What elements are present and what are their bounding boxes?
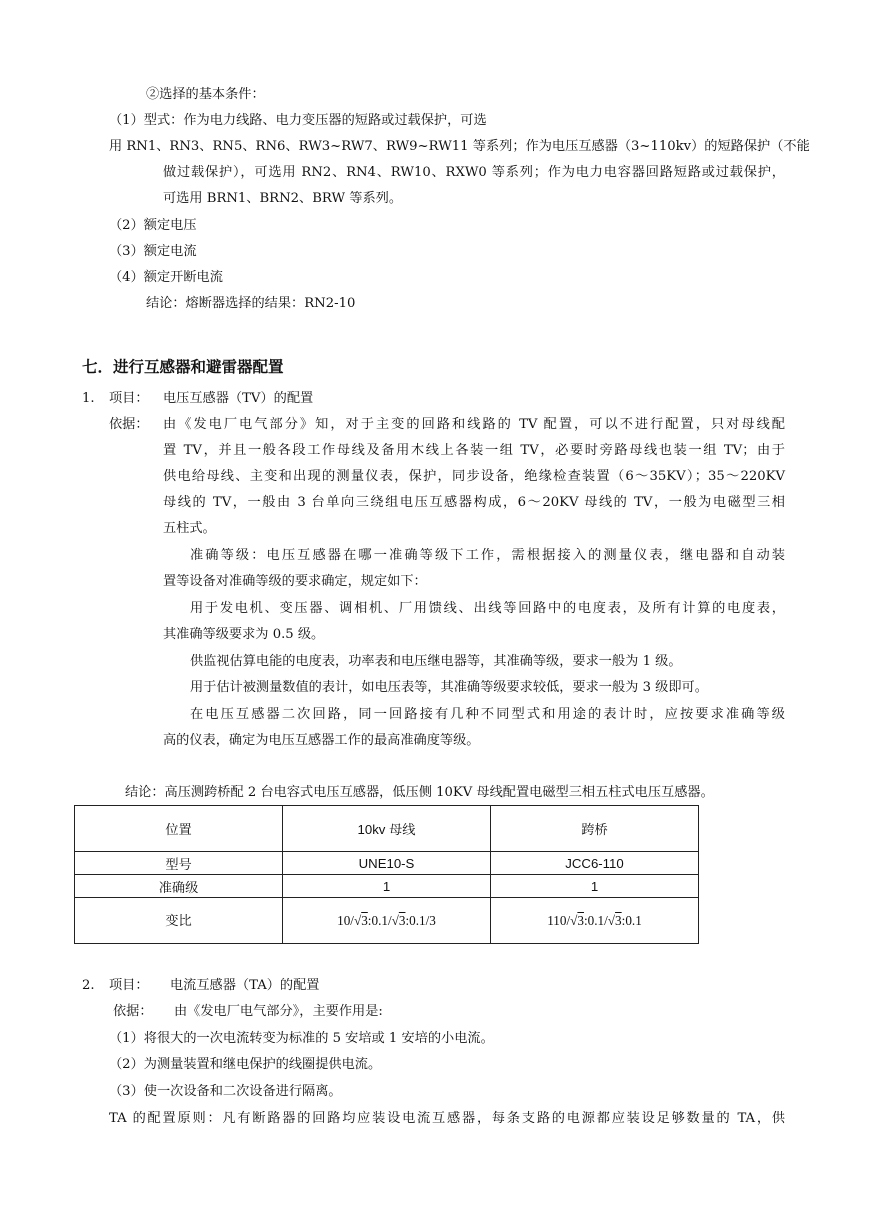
accuracy-bridge: 1 [491, 875, 699, 898]
rated-current: （3）额定电流 [109, 244, 197, 259]
basis2-text: 由《发电厂电气部分》，主要作用是: [174, 1004, 383, 1019]
secondary-para-line-1: 在电压互感器二次回路，同一回路接有几种不同型式和用途的表计时，应按要求准确等级 [190, 707, 785, 722]
row-label-ratio: 变比 [75, 898, 283, 944]
header-position: 位置 [75, 806, 283, 852]
basis-para-line-3: 供电给母线、主变和出现的测量仪表，保护，同步设备，绝缘检查装置（6～35KV）；35～220KV [163, 469, 785, 484]
type-line-2: 用 RN1、RN3、RN5、RN6、RW3~RW7、RW9~RW11 等系列；作为电压互感器（3~110kv）的短路保护（不能 [109, 139, 810, 154]
type-line-1: （1）型式：作为电力线路、电力变压器的短路或过载保护，可选 [109, 113, 487, 128]
ratio-bus-a: 10 [337, 912, 351, 928]
accuracy-para-line-2: 置等设备对准确等级的要求确定，规定如下： [163, 574, 427, 589]
basis2-label: 依据： [113, 1004, 153, 1019]
meter-para-line-2: 其准确等级要求为 0.5 级。 [163, 627, 325, 642]
ratio-10kv-bus: 10/√3:0.1/√3:0.1/3 [283, 898, 491, 944]
table-row [75, 852, 699, 875]
tv-conclusion: 结论：高压测跨桥配 2 台电容式电压互感器，低压侧 10KV 母线配置电磁型三相五柱式电压互感器。 [125, 785, 714, 800]
function-3: （3）使一次设备和二次设备进行隔离。 [109, 1084, 342, 1099]
function-1: （1）将很大的一次电流转变为标准的 5 安培或 1 安培的小电流。 [109, 1031, 494, 1046]
basis-label: 依据： [109, 417, 149, 432]
ratio-bridge: 110/√3:0.1/√3:0.1 [491, 898, 699, 944]
ratio-bridge-a: 110 [547, 912, 567, 928]
table-header-row [75, 806, 699, 852]
item1-number: 1. [82, 391, 95, 406]
table-row [75, 898, 699, 944]
ta-principle: TA 的配置原则：凡有断路器的回路均应装设电流互感器，每条支路的电源都应装设足够数量的 TA，供 [109, 1111, 785, 1126]
section-heading: 七．进行互感器和避雷器配置 [82, 358, 284, 376]
ratio-bus-e: 0.1/3 [409, 912, 436, 928]
model-bridge: JCC6-110 [491, 852, 699, 875]
ratio-bridge-c: 0.1 [587, 912, 605, 928]
monitor-para: 供监视估算电能的电度表，功率表和电压继电器等，其准确等级，要求一般为 1 级。 [190, 654, 682, 669]
function-2: （2）为测量装置和继电保护的线圈提供电流。 [109, 1057, 382, 1072]
tv-config-table [74, 805, 699, 944]
basis-para-line-1: 由《发电厂电气部分》知，对于主变的回路和线路的 TV 配置，可以不进行配置，只对母线配 [163, 417, 785, 432]
accuracy-10kv-bus: 1 [283, 875, 491, 898]
ratio-bus-b: 3 [361, 912, 368, 928]
secondary-para-line-2: 高的仪表，确定为电压互感器工作的最高准确度等级。 [163, 733, 480, 748]
type-line-4: 可选用 BRN1、BRN2、BRW 等系列。 [163, 191, 403, 206]
ratio-bus-c: 0.1 [371, 912, 388, 928]
rated-voltage: （2）额定电压 [109, 218, 197, 233]
basis-para-line-4: 母线的 TV，一般由 3 台单向三绕组电压互感器构成，6～20KV 母线的 TV，一般为电磁型三相 [163, 495, 785, 510]
item2-label: 项目： [109, 978, 149, 993]
ratio-bus-d: 3 [398, 912, 406, 928]
fuse-conclusion: 结论：熔断器选择的结果：RN2-10 [146, 296, 356, 311]
ratio-bridge-e: 0.1 [625, 912, 642, 928]
selection-conditions-title: ②选择的基本条件： [146, 87, 265, 102]
model-10kv-bus: UNE10-S [283, 852, 491, 875]
item1-text: 电压互感器（TV）的配置 [163, 391, 314, 406]
basis-para-line-5: 五柱式。 [163, 521, 216, 536]
ratio-bridge-d: 3 [615, 912, 622, 928]
accuracy-para-line-1: 准确等级：电压互感器在哪一准确等级下工作，需根据接入的测量仪表，继电器和自动装 [190, 548, 785, 563]
ratio-bridge-b: 3 [577, 912, 584, 928]
row-label-accuracy: 准确级 [75, 875, 283, 898]
item2-number: 2. [82, 978, 95, 993]
item2-text: 电流互感器（TA）的配置 [170, 978, 320, 993]
basis-para-line-2: 置 TV，并且一般各段工作母线及备用木线上各装一组 TV，必要时旁路母线也装一组 TV；由于 [163, 443, 785, 458]
table-row [75, 875, 699, 898]
header-10kv-bus: 10kv 母线 [283, 806, 491, 852]
item1-label: 项目： [109, 391, 149, 406]
rated-breaking-current: （4）额定开断电流 [109, 270, 223, 285]
estimate-para: 用于估计被测量数值的表计，如电压表等，其准确等级要求较低，要求一般为 3 级即可。 [190, 680, 708, 695]
header-bridge: 跨桥 [491, 806, 699, 852]
type-line-3: 做过载保护），可选用 RN2、RN4、RW10、RXW0 等系列；作为电力电容器回路短路或过载保护， [163, 165, 785, 180]
meter-para-line-1: 用于发电机、变压器、调相机、厂用馈线、出线等回路中的电度表，及所有计算的电度表， [190, 601, 785, 616]
row-label-model: 型号 [75, 852, 283, 875]
